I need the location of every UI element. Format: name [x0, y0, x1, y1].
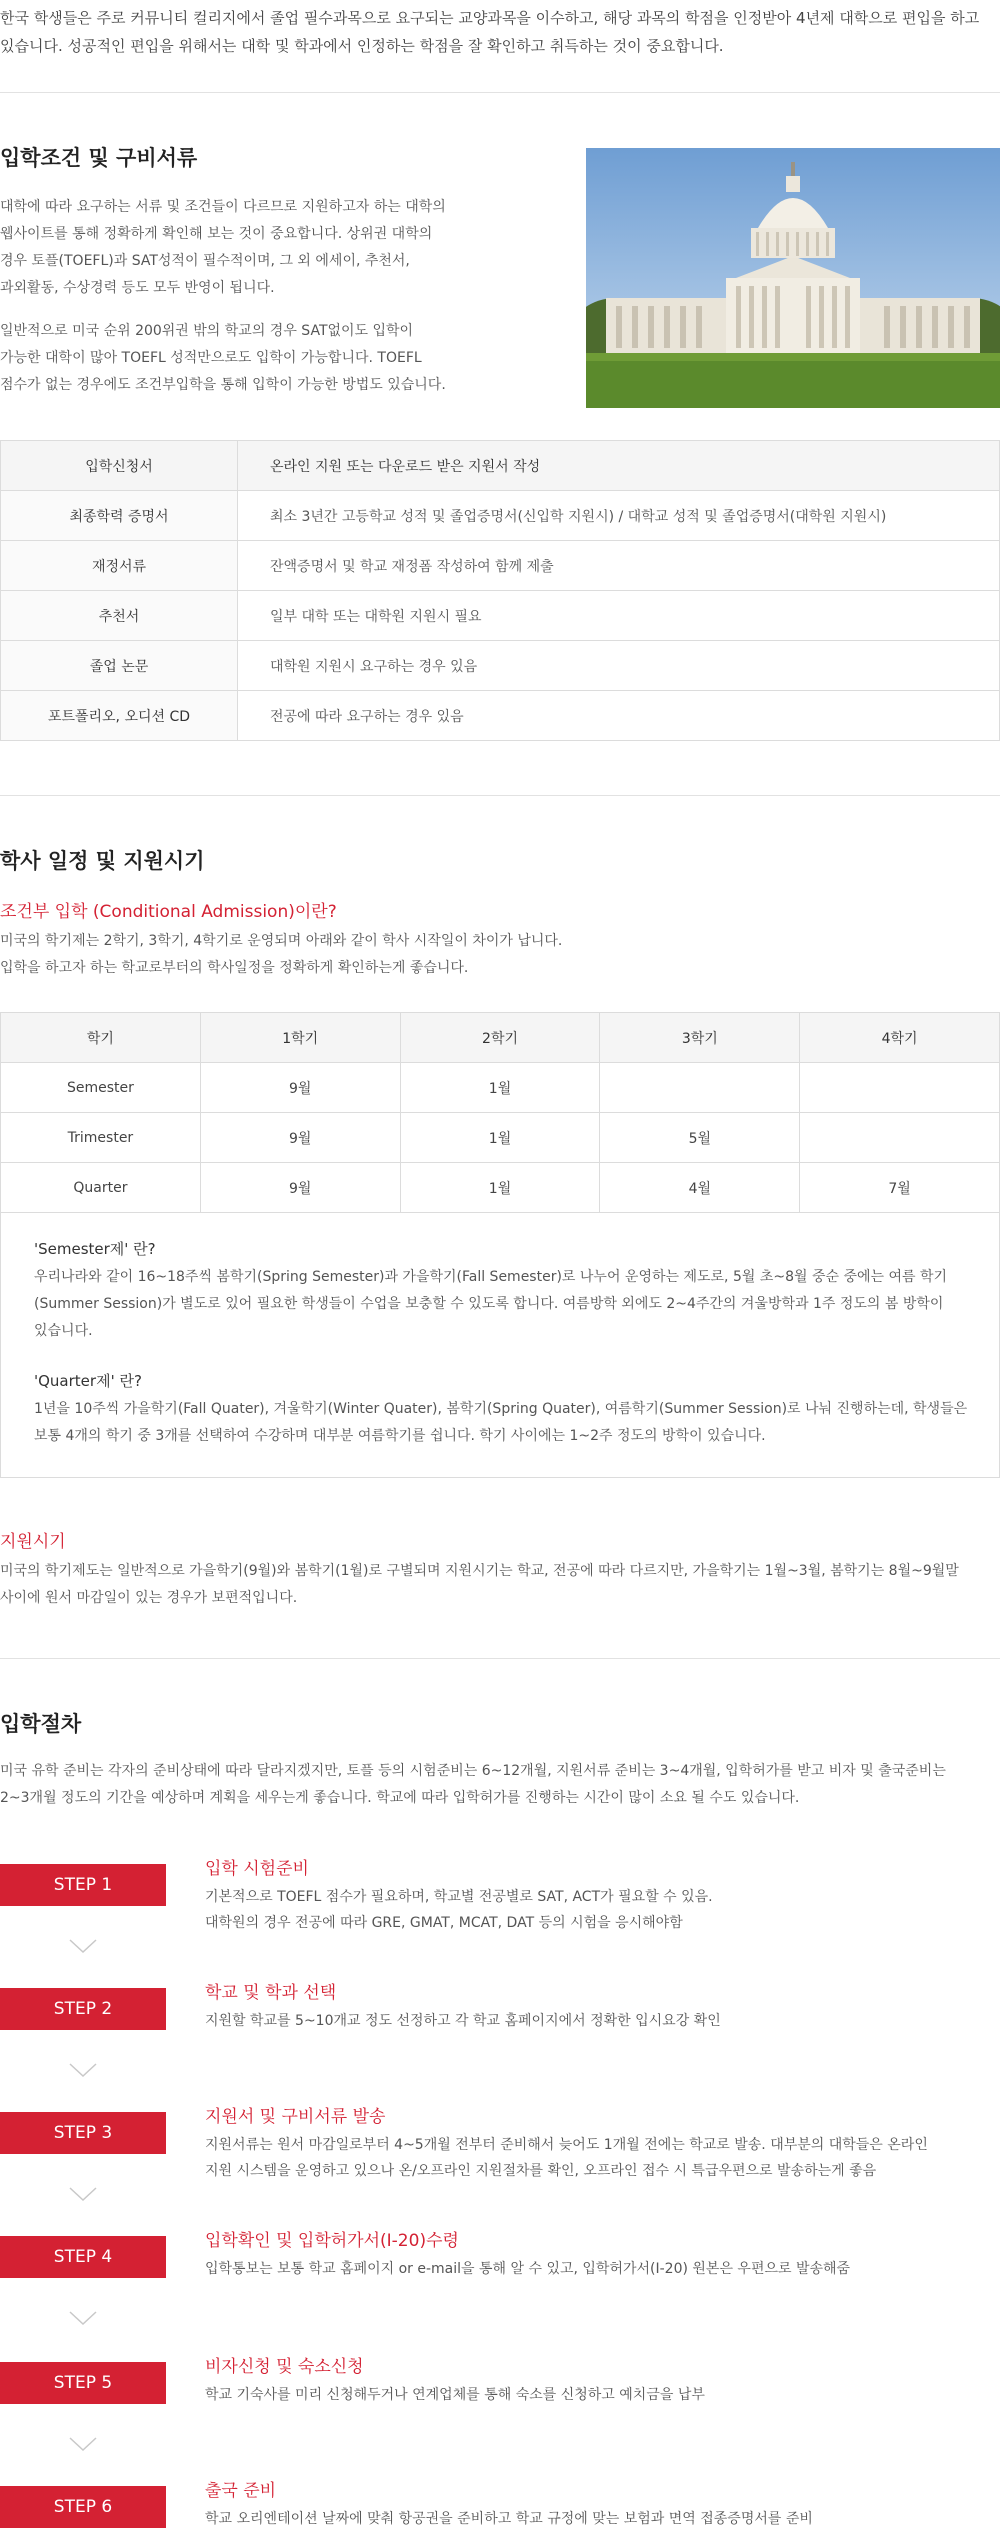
table-cell [600, 1063, 800, 1113]
step-6-title: 출국 준비 [205, 2481, 277, 2501]
table-cell: 9월 [200, 1063, 400, 1113]
table-cell: 7월 [800, 1163, 1000, 1213]
step-3-desc: 지원서류는 원서 마감일로부터 4~5개월 전부터 준비해서 늦어도 1개월 전에는 학교로 발송. 대부분의 대학들은 온라인 지원 시스템을 운영하고 있으나 온/오프라인 지원절차를 확인, 오프라인 접수 시 특급우편으로 발송하는게 좋음 [205, 2137, 928, 2179]
doc-value: 최소 3년간 고등학교 성적 및 졸업증명서(신입학 지원시) / 대학교 성적 및 졸업증명서(대학원 지원시) [238, 491, 1000, 541]
table-row [1, 691, 1000, 741]
intro-text: 한국 학생들은 주로 커뮤니티 컬리지에서 졸업 필수과목으로 요구되는 교양과목을 이수하고, 해당 과목의 학점을 인정받아 4년제 대학으로 편입을 하고 있습니다. 성공적인 편입을 위해서는 대학 및 학과에서 인정하는 학점을 잘 확인하고 취득하는 것이 중요합니다. [0, 9, 980, 55]
chevron-down-icon [68, 1938, 98, 1954]
procedure-title: 입학절차 [0, 1712, 82, 1736]
chevron-down-icon [68, 2062, 98, 2078]
table-row [1, 641, 1000, 691]
doc-label: 재정서류 [1, 541, 238, 591]
term-header: 3학기 [600, 1013, 800, 1063]
admission-title: 입학조건 및 구비서류 [0, 146, 198, 170]
doc-label: 졸업 논문 [1, 641, 238, 691]
divider [0, 1658, 1000, 1659]
chevron-down-icon [68, 2186, 98, 2202]
doc-label: 최종학력 증명서 [1, 491, 238, 541]
term-header: 2학기 [400, 1013, 600, 1063]
term-header: 1학기 [200, 1013, 400, 1063]
schedule-title: 학사 일정 및 지원시기 [0, 849, 205, 873]
step-1-badge: STEP 1 [0, 1864, 166, 1906]
doc-value: 대학원 지원시 요구하는 경우 있음 [238, 641, 1000, 691]
table-row [1, 591, 1000, 641]
term-header: 4학기 [800, 1013, 1000, 1063]
doc-label: 포트폴리오, 오디션 CD [1, 691, 238, 741]
quarter-note-title: 'Quarter제' 란? [34, 1372, 142, 1390]
step-4-desc: 입학통보는 보통 학교 홈페이지 or e-mail을 통해 알 수 있고, 입학허가서(I-20) 원본은 우편으로 발송해줌 [205, 2261, 851, 2277]
table-cell: 9월 [200, 1113, 400, 1163]
step-2-desc: 지원할 학교를 5~10개교 정도 선정하고 각 학교 홈페이지에서 정확한 입시요강 확인 [205, 2013, 721, 2029]
table-cell [800, 1063, 1000, 1113]
chevron-down-icon [68, 2436, 98, 2452]
step-1-title: 입학 시험준비 [205, 1859, 309, 1879]
step-5-badge: STEP 5 [0, 2362, 166, 2404]
semester-note-text: 우리나라와 같이 16~18주씩 봄학기(Spring Semester)과 가을학기(Fall Semester)로 나누어 운영하는 제도로, 5월 초~8월 중순 중에는 여름 학기 (Summer Session)가 별도로 있어 필요한 학생들이 수업을 보충할 수 있도록 합니다. 여름방학 외에도 2~4주간의 겨울방학과 1주 정도의 봄 방학이 있습니다. [34, 1269, 948, 1339]
table-row [1, 491, 1000, 541]
step-4-badge: STEP 4 [0, 2236, 166, 2278]
quarter-note-text: 1년을 10주씩 가을학기(Fall Quater), 겨울학기(Winter Quater), 봄학기(Spring Quater), 여름학기(Summer Session)로 나눠 진행하는데, 학생들은 보통 4개의 학기 중 3개를 선택하여 수강하며 대부분 여름학기를 쉽니다. 학기 사이에는 1~2주 정도의 방학이 있습니다. [34, 1401, 968, 1444]
application-period-title: 지원시기 [0, 1532, 66, 1552]
step-5-title: 비자신청 및 숙소신청 [205, 2357, 364, 2377]
doc-value: 일부 대학 또는 대학원 지원시 필요 [238, 591, 1000, 641]
table-row [1, 1113, 1000, 1163]
table-cell [800, 1113, 1000, 1163]
table-cell: 5월 [600, 1113, 800, 1163]
table-cell: Trimester [1, 1113, 201, 1163]
step-1-desc: 기본적으로 TOEFL 점수가 필요하며, 학교별 전공별로 SAT, ACT가 필요할 수 있음. 대학원의 경우 전공에 따라 GRE, GMAT, MCAT, DAT 등의 시험을 응시해야함 [205, 1889, 713, 1931]
step-2-badge: STEP 2 [0, 1988, 166, 2030]
admission-para-1: 대학에 따라 요구하는 서류 및 조건들이 다르므로 지원하고자 하는 대학의 웹사이트를 통해 정확하게 확인해 보는 것이 중요합니다. 상위권 대학의 경우 토플(TOEFL)과 SAT성적이 필수적이며, 그 외 에세이, 추천서, 과외활동, 수상경력 등도 모두 반영이 됩니다. [0, 199, 446, 296]
doc-value: 온라인 지원 또는 다운로드 받은 지원서 작성 [238, 441, 1000, 491]
documents-table [0, 440, 1000, 741]
table-cell: 9월 [200, 1163, 400, 1213]
doc-label: 추천서 [1, 591, 238, 641]
divider [0, 92, 1000, 93]
capitol-building-image [586, 148, 1000, 408]
step-6-desc: 학교 오리엔테이션 날짜에 맞춰 항공권을 준비하고 학교 규정에 맞는 보험과 면역 접종증명서를 준비 [205, 2511, 813, 2527]
table-cell: Semester [1, 1063, 201, 1113]
term-header: 학기 [1, 1013, 201, 1063]
step-5-desc: 학교 기숙사를 미리 신청해두거나 연계업체를 통해 숙소를 신청하고 예치금을 납부 [205, 2387, 705, 2403]
step-6-badge: STEP 6 [0, 2486, 166, 2528]
table-row [1, 1163, 1000, 1213]
table-row [1, 541, 1000, 591]
doc-value: 잔액증명서 및 학교 재정폼 작성하여 함께 제출 [238, 541, 1000, 591]
conditional-admission-title: 조건부 입학 (Conditional Admission)이란? [0, 902, 337, 922]
step-3-badge: STEP 3 [0, 2112, 166, 2154]
table-row [1, 441, 1000, 491]
table-row [1, 1063, 1000, 1113]
table-cell: 1월 [400, 1163, 600, 1213]
conditional-admission-text: 미국의 학기제는 2학기, 3학기, 4학기로 운영되며 아래와 같이 학사 시작일이 차이가 납니다. 입학을 하고자 하는 학교로부터의 학사일정을 정확하게 확인하는게 좋습니다. [0, 933, 563, 976]
procedure-intro: 미국 유학 준비는 각자의 준비상태에 따라 달라지겠지만, 토플 등의 시험준비는 6~12개월, 지원서류 준비는 3~4개월, 입학허가를 받고 비자 및 출국준비는 2~3개월 정도의 기간을 예상하며 계획을 세우는게 좋습니다. 학교에 따라 입학허가를 진행하는 시간이 많이 소요 될 수도 있습니다. [0, 1763, 946, 1806]
term-table [0, 1012, 1000, 1213]
doc-value: 전공에 따라 요구하는 경우 있음 [238, 691, 1000, 741]
table-cell: 4월 [600, 1163, 800, 1213]
table-cell: Quarter [1, 1163, 201, 1213]
step-4-title: 입학확인 및 입학허가서(I-20)수령 [205, 2231, 459, 2251]
application-period-text: 미국의 학기제도는 일반적으로 가을학기(9월)와 봄학기(1월)로 구별되며 지원시기는 학교, 전공에 따라 다르지만, 가을학기는 1월~3월, 봄학기는 8월~9월말 사이에 원서 마감일이 있는 경우가 보편적입니다. [0, 1563, 959, 1606]
semester-note-title: 'Semester제' 란? [34, 1240, 156, 1258]
term-notes-box [0, 1213, 1000, 1478]
doc-label: 입학신청서 [1, 441, 238, 491]
step-3-title: 지원서 및 구비서류 발송 [205, 2107, 386, 2127]
table-header-row [1, 1013, 1000, 1063]
table-cell: 1월 [400, 1113, 600, 1163]
table-cell: 1월 [400, 1063, 600, 1113]
admission-para-2: 일반적으로 미국 순위 200위권 밖의 학교의 경우 SAT없이도 입학이 가능한 대학이 많아 TOEFL 성적만으로도 입학이 가능합니다. TOEFL 점수가 없는 경우에도 조건부입학을 통해 입학이 가능한 방법도 있습니다. [0, 323, 446, 393]
divider [0, 795, 1000, 796]
chevron-down-icon [68, 2310, 98, 2326]
step-2-title: 학교 및 학과 선택 [205, 1983, 337, 2003]
